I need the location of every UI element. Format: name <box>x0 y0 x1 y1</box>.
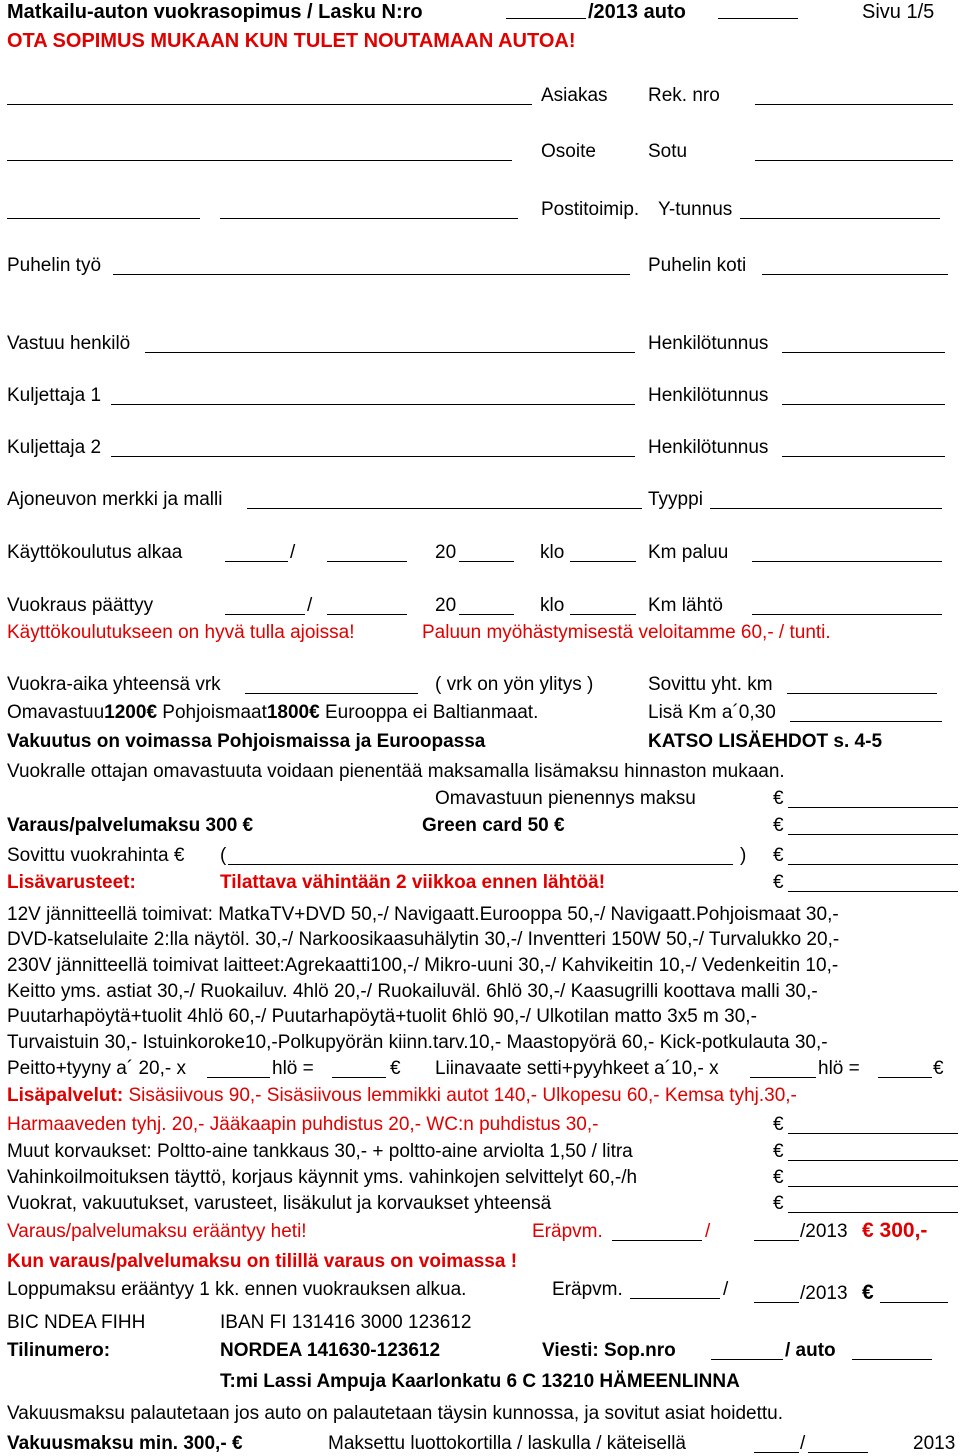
euro-sign: € <box>773 845 784 866</box>
euro-sign: € <box>862 1281 874 1304</box>
postal-city-line <box>220 218 518 219</box>
euro-sign: € <box>862 1219 874 1242</box>
europe-label: Eurooppa ei Baltianmaat. <box>325 702 539 723</box>
start-day-line <box>225 561 288 562</box>
ssn-label: Sotu <box>648 141 688 162</box>
home-phone-line <box>762 274 948 275</box>
id-number-line-1 <box>782 352 945 353</box>
id-number-label-2: Henkilötunnus <box>648 385 769 406</box>
price-amount-line <box>788 864 958 865</box>
pillow-persons-label: hlö = <box>272 1058 314 1079</box>
insurance-note: Vakuutus on voimassa Pohjoismaissa ja Euroopassa <box>7 731 486 752</box>
end-month-line <box>327 614 407 615</box>
end-year-label: 20 <box>435 595 457 616</box>
type-label: Tyyppi <box>648 489 703 510</box>
green-card-fee: Green card 50 € <box>422 815 565 836</box>
driver1-line <box>111 404 635 405</box>
euro-sign: € <box>173 845 185 866</box>
company-address: T:mi Lassi Ampuja Kaarlonkatu 6 C 13210 HÄMEENLINNA <box>220 1371 740 1392</box>
euro-sign: € <box>773 1141 784 1162</box>
price-detail-line <box>228 864 733 865</box>
euro-sign: € <box>773 1114 784 1135</box>
deposit-minimum: Vakuusmaksu min. 300,- € <box>7 1433 243 1454</box>
registration-label: Rek. nro <box>648 85 720 106</box>
type-line <box>710 508 942 509</box>
bic-code: BIC NDEA FIHH <box>7 1312 146 1333</box>
final-due-date-label: Eräpvm. <box>552 1279 623 1300</box>
deductible-info: Vuokralle ottajan omavastuuta voidaan pienentää maksamalla lisämaksu hinnaston mukaan. <box>7 761 785 782</box>
services-amount-line <box>788 1133 958 1134</box>
postal-code-line <box>7 218 200 219</box>
message-auto-line <box>852 1359 932 1360</box>
driver2-line <box>111 456 635 457</box>
end-time-line <box>570 614 636 615</box>
price-paren-open: ( <box>220 845 227 866</box>
final-amount-line <box>880 1302 948 1303</box>
due-year: /2013 <box>800 1221 848 1242</box>
total-line: Vuokrat, vakuutukset, varusteet, lisäkulut ja korvaukset yhteensä <box>7 1193 552 1214</box>
deductible-line <box>7 703 538 722</box>
extra-services-label: Lisäpalvelut: <box>7 1085 124 1106</box>
fee-amount-line <box>788 834 958 835</box>
due-month-line <box>754 1240 799 1241</box>
page-number: Sivu 1/5 <box>862 1 935 23</box>
driver2-label: Kuljettaja 2 <box>7 437 102 458</box>
agreed-km-line <box>787 693 937 694</box>
home-phone-label: Puhelin koti <box>648 255 747 276</box>
vehicle-label: Ajoneuvon merkki ja malli <box>7 489 223 510</box>
rental-end-label: Vuokraus päättyy <box>7 595 154 616</box>
contract-title: Matkailu-auton vuokrasopimus / Lasku N:ro <box>7 1 423 23</box>
equipment-line-6: Turvaistuin 30,- Istuinkoroke10,-Polkupyörän kiinn.tarv.10,- Maastopyörä 60,- Kick-potkulauta 30,- <box>7 1032 828 1053</box>
address-line <box>7 160 512 161</box>
work-phone-label: Puhelin työ <box>7 255 102 276</box>
see-terms-note: KATSO LISÄEHDOT s. 4-5 <box>648 731 883 752</box>
final-due-year: /2013 <box>800 1283 848 1304</box>
linen-total-line <box>878 1077 932 1078</box>
pickup-notice: OTA SOPIMUS MUKAAN KUN TULET NOUTAMAAN AUTOA! <box>7 30 576 52</box>
payment-month-line <box>808 1452 868 1453</box>
work-phone-line <box>113 274 630 275</box>
business-id-line <box>740 218 940 219</box>
invoice-number-line <box>506 18 586 19</box>
account-number: NORDEA 141630-123612 <box>220 1340 441 1361</box>
deductible-amount-1: 1200 <box>104 702 147 723</box>
contract-title-year-auto: /2013 auto <box>588 1 686 23</box>
booking-fee: Varaus/palvelumaksu 300 € <box>7 815 254 836</box>
extra-services-line <box>7 1086 797 1105</box>
euro-sign: € <box>231 1433 243 1454</box>
id-number-label-3: Henkilötunnus <box>648 437 769 458</box>
customer-name-line <box>7 104 532 105</box>
start-date-slash: / <box>290 542 296 563</box>
pillow-total-line <box>332 1077 386 1078</box>
km-departure-label: Km lähtö <box>648 595 723 616</box>
final-payment-note: Loppumaksu erääntyy 1 kk. ennen vuokrauksen alkua. <box>7 1279 467 1300</box>
payment-date-slash: / <box>800 1433 806 1454</box>
euro-sign: € <box>773 815 784 836</box>
euro-sign: € <box>242 815 254 836</box>
business-id-label: Y-tunnus <box>658 199 733 220</box>
vehicle-line <box>247 508 642 509</box>
deductible-label: Omavastuu <box>7 702 105 723</box>
final-due-slash: / <box>723 1279 729 1300</box>
order-deadline-note: Tilattava vähintään 2 viikkoa ennen lähtöä! <box>220 872 606 893</box>
end-date-slash: / <box>307 595 313 616</box>
due-day-line <box>612 1240 702 1241</box>
euro-sign: € <box>309 702 320 723</box>
euro-sign: € <box>773 788 784 809</box>
damage-amount-line <box>788 1186 958 1187</box>
responsible-label: Vastuu henkilö <box>7 333 131 354</box>
message-label: Viesti: Sop.nro <box>542 1340 676 1361</box>
booking-valid-note: Kun varaus/palvelumaksu on tilillä varaus on voimassa ! <box>7 1251 518 1272</box>
euro-sign: € <box>773 872 784 893</box>
message-auto-label: / auto <box>785 1340 836 1361</box>
extra-services-text: Sisäsiivous 90,- Sisäsiivous lemmikki autot 140,- Ulkopesu 60,- Kemsa tyhj.30,- <box>128 1085 797 1106</box>
start-year-line <box>459 561 514 562</box>
id-number-label-1: Henkilötunnus <box>648 333 769 354</box>
late-fee-note: Paluun myöhästymisestä veloitamme 60,- / tunti. <box>422 622 831 643</box>
end-year-line <box>459 614 514 615</box>
end-day-line <box>225 614 305 615</box>
ssn-line <box>755 160 953 161</box>
start-time-line <box>570 561 636 562</box>
training-start-label: Käyttökoulutus alkaa <box>7 542 183 563</box>
auto-line <box>718 18 798 19</box>
euro-sign: € <box>554 815 565 836</box>
agreed-km-label: Sovittu yht. km <box>648 674 773 695</box>
km-return-line <box>752 561 942 562</box>
euro-sign: € <box>146 702 158 723</box>
linen-label: Liinavaate setti+pyyhkeet a´10,- x <box>435 1058 719 1079</box>
postal-label: Postitoimip. <box>541 199 640 220</box>
accessories-label: Lisävarusteet: <box>7 872 136 893</box>
linen-persons-label: hlö = <box>818 1058 860 1079</box>
payment-day-line <box>754 1452 799 1453</box>
contract-number-line <box>711 1359 783 1360</box>
payment-year: 2013 <box>913 1433 956 1454</box>
euro-sign: € <box>773 1193 784 1214</box>
compensation-amount-line <box>788 1160 958 1161</box>
accessories-amount-line <box>788 891 958 892</box>
due-amount: € 300,- <box>862 1219 928 1242</box>
equipment-line-4: Keitto yms. astiat 30,-/ Ruokailuv. 4hlö 20,-/ Ruokailuväl. 6hlö 30,-/ Kaasugrilli koottava malli 30,- <box>7 981 818 1002</box>
end-time-label: klo <box>540 595 565 616</box>
id-number-line-3 <box>782 456 945 457</box>
due-date-slash: / <box>705 1221 711 1242</box>
final-due-month-line <box>754 1302 799 1303</box>
km-departure-line <box>752 614 942 615</box>
price-paren-close: ) <box>740 845 747 866</box>
iban-code: IBAN FI 131416 3000 123612 <box>220 1312 472 1333</box>
damage-report-line: Vahinkoilmoituksen täyttö, korjaus käynnit yms. vahinkojen selvittelyt 60,-/h <box>7 1167 638 1188</box>
equipment-line-3: 230V jännitteellä toimivat laitteet:Agrekaatti100,-/ Mikro-uuni 30,-/ Kahvikeitin 10,-/ Vedenkeitin 10,- <box>7 955 839 976</box>
deductible-amount-2: 1800 <box>266 702 310 723</box>
extra-km-label: Lisä Km a´0,30 <box>648 702 776 723</box>
linen-count-line <box>750 1077 816 1078</box>
start-year-label: 20 <box>435 542 457 563</box>
agreed-price-label: Sovittu vuokrahinta € <box>7 845 185 866</box>
rental-days-line <box>245 693 418 694</box>
total-amount-line <box>788 1212 958 1213</box>
euro-sign: € <box>773 1167 784 1188</box>
overnight-note: ( vrk on yön ylitys ) <box>435 674 594 695</box>
rental-days-label: Vuokra-aika yhteensä vrk <box>7 674 221 695</box>
address-label: Osoite <box>541 141 596 162</box>
pillow-label: Peitto+tyyny a´ 20,- x <box>7 1058 186 1079</box>
equipment-line-5: Puutarhapöytä+tuolit 4hlö 60,-/ Puutarhapöytä+tuolit 6hlö 90,-/ Ulkotilan matto 3x5 m 30,- <box>7 1006 757 1027</box>
reduction-amount-line <box>788 807 958 808</box>
deductible-reduction-label: Omavastuun pienennys maksu <box>435 788 696 809</box>
euro-sign: € <box>933 1058 944 1079</box>
km-return-label: Km paluu <box>648 542 729 563</box>
nordic-label: Pohjoismaat <box>162 702 267 723</box>
responsible-line <box>145 352 635 353</box>
other-compensation-line: Muut korvaukset: Poltto-aine tankkaus 30,- + poltto-aine arviolta 1,50 / litra <box>7 1141 633 1162</box>
equipment-line-1: 12V jännitteellä toimivat: MatkaTV+DVD 50,-/ Navigaatt.Eurooppa 50,-/ Navigaatt.Pohjoismaat 30,- <box>7 904 839 925</box>
pillow-count-line <box>207 1077 270 1078</box>
equipment-line-2: DVD-katselulaite 2:lla näytöl. 30,-/ Narkoosikaasuhälytin 30,-/ Inventteri 150W 50,-/ Turvalukko 20,- <box>7 929 840 950</box>
arrive-on-time-note: Käyttökoulutukseen on hyvä tulla ajoissa! <box>7 622 355 643</box>
euro-sign: € <box>390 1058 401 1079</box>
extra-km-line <box>790 721 942 722</box>
greywater-line: Harmaaveden tyhj. 20,- Jääkaapin puhdistus 20,- WC:n puhdistus 30,- <box>7 1114 599 1135</box>
customer-label: Asiakas <box>541 85 608 106</box>
account-label: Tilinumero: <box>7 1340 111 1361</box>
due-date-label: Eräpvm. <box>532 1221 603 1242</box>
registration-line <box>755 104 953 105</box>
final-due-day-line <box>630 1298 720 1299</box>
payment-method-note: Maksettu luottokortilla / laskulla / käteisellä <box>328 1433 686 1454</box>
start-time-label: klo <box>540 542 565 563</box>
id-number-line-2 <box>782 404 945 405</box>
booking-due-note: Varaus/palvelumaksu erääntyy heti! <box>7 1221 307 1242</box>
deposit-return-note: Vakuusmaksu palautetaan jos auto on palautetaan täysin kunnossa, ja sovitut asiat hoidettu. <box>7 1403 783 1424</box>
start-month-line <box>327 561 407 562</box>
driver1-label: Kuljettaja 1 <box>7 385 102 406</box>
